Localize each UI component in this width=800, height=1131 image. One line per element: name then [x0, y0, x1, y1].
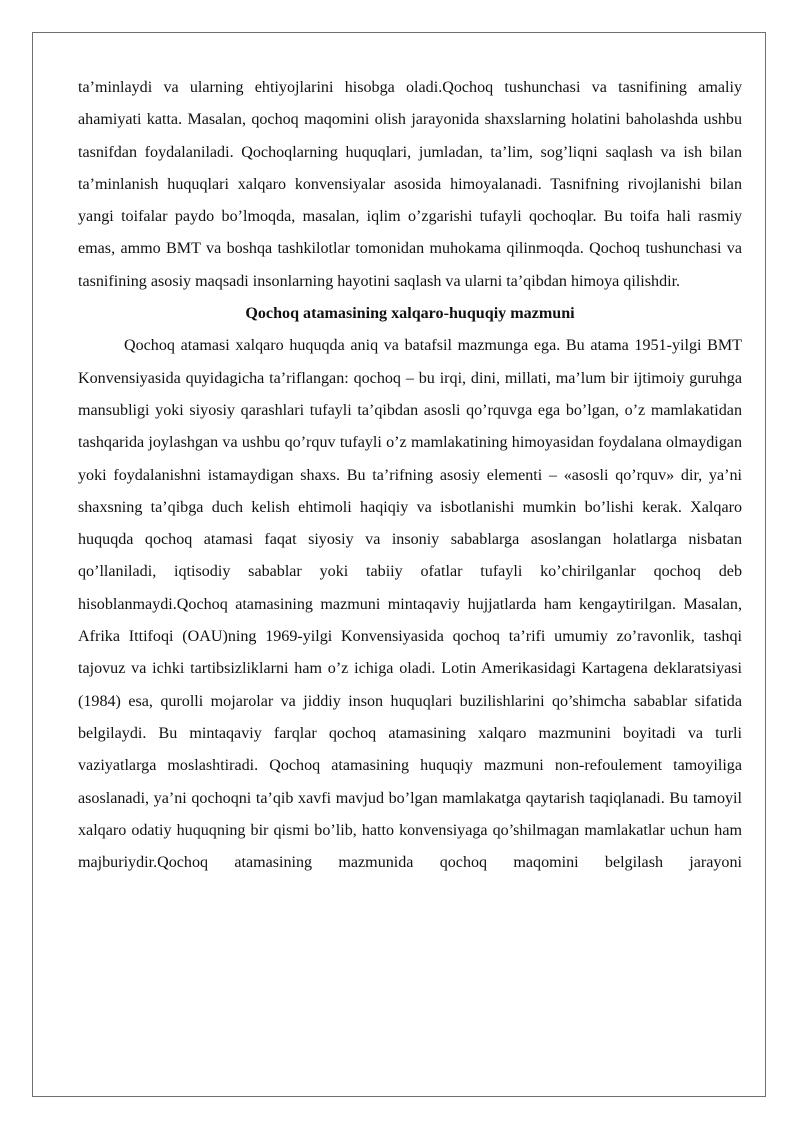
body-paragraph: ta’minlaydi va ularning ehtiyojlarini hisobga oladi.Qochoq tushunchasi va tasnifining amaliy ahamiyati katta. Masalan, qochoq maqomini olish jarayonida shaxslarning holatini baholashda ushbu tasnifdan foydalaniladi. Qochoqlarning huquqlari, jumladan, ta’lim, sog’liqni saqlash va ish bilan ta’minlanish huquqlari xalqaro konvensiyalar asosida himoyalanadi. Tasnifning rivojlanishi bilan yangi toifalar paydo bo’lmoqda, masalan, iqlim o’zgarishi tufayli qochoqlar. Bu toifa hali rasmiy emas, ammo BMT va boshqa tashkilotlar tomonidan muhokama qilinmoqda. Qochoq tushunchasi va tasnifining asosiy maqsadi insonlarning hayotini saqlash va ularni ta’qibdan himoya qilishdir.: [78, 79, 742, 290]
section-heading: Qochoq atamasining xalqaro-huquqiy mazmuni: [245, 305, 575, 323]
body-paragraph: Qochoq atamasi xalqaro huquqda aniq va batafsil mazmunga ega. Bu atama 1951-yilgi BMT Konvensiyasida quyidagicha ta’riflangan: qochoq – bu irqi, dini, millati, ma’lum bir ijtimoiy guruhga mansubligi yoki siyosiy qarashlari tufayli ta’qibdan asosli qo’rquvga ega bo’lgan, o’z mamlakatidan tashqarida joylashgan va ushbu qo’rquv tufayli o’z mamlakatining himoyasidan foydalana olmaydigan yoki foydalanishni istamaydigan shaxs. Bu ta’rifning asosiy elementi – «asosli qo’rquv» dir, ya’ni shaxsning ta’qibga duch kelish ehtimoli haqiqiy va isbotlanishi mumkin bo’lishi kerak. Xalqaro huquqda qochoq atamasi faqat siyosiy va insoniy sabablarga asoslangan holatlarga nisbatan qo’llaniladi, iqtisodiy sabablar yoki tabiiy ofatlar tufayli ko’chirilganlar qochoq deb hisoblanmaydi.Qochoq atamasining mazmuni mintaqaviy hujjatlarda ham kengaytirilgan. Masalan, Afrika Ittifoqi (OAU)ning 1969-yilgi Konvensiyasida qochoq ta’rifi umumiy zo’ravonlik, tashqi tajovuz va ichki tartibsizliklarni ham o’z ichiga oladi. Lotin Amerikasidagi Kartagena deklaratsiyasi (1984) esa, qurolli mojarolar va jiddiy inson huquqlari buzilishlarini qo’shimcha sabablar sifatida belgilaydi. Bu mintaqaviy farqlar qochoq atamasining xalqaro mazmunini boyitadi va turli vaziyatlarga moslashtiradi. Qochoq atamasining huquqiy mazmuni non-refoulement tamoyiliga asoslanadi, ya’ni qochoqni ta’qib xavfi mavjud bo’lgan mamlakatga qaytarish taqiqlanadi. Bu tamoyil xalqaro odatiy huquqning bir qismi bo’lib, hatto konvensiyaga qo’shilmagan mamlakatlar uchun ham majburiydir.Qochoq atamasining mazmunida qochoq maqomini belgilash jarayoni: [78, 337, 742, 872]
document-body: [78, 72, 742, 879]
